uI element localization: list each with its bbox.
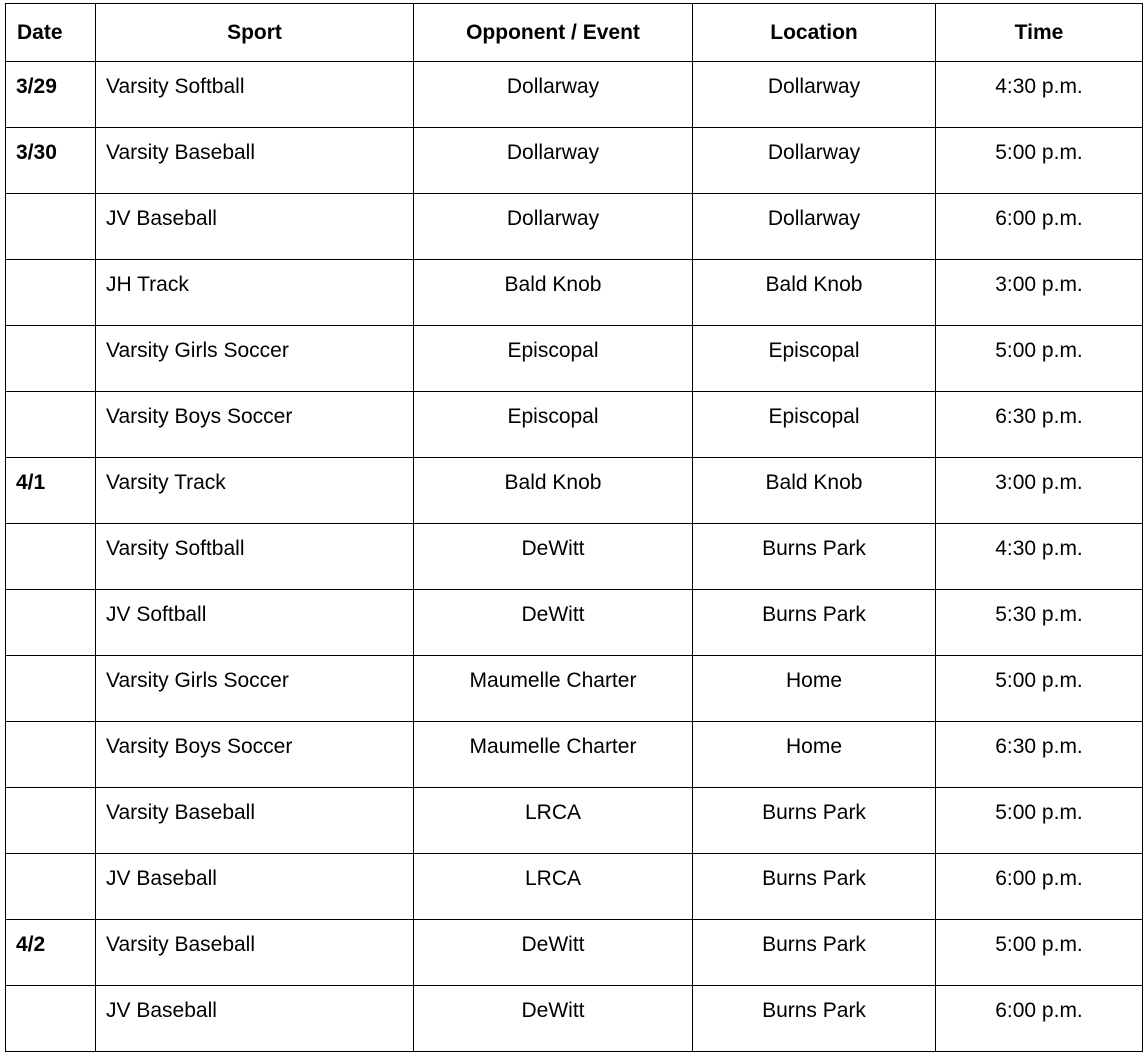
sport-cell: Varsity Boys Soccer [96,722,414,788]
opponent-cell: LRCA [414,854,693,920]
location-cell: Episcopal [693,392,936,458]
opponent-cell: Bald Knob [414,260,693,326]
sport-cell: Varsity Baseball [96,920,414,986]
header-date: Date [6,4,96,62]
table-row [6,194,1143,260]
header-row [6,4,1143,62]
sport-cell: Varsity Boys Soccer [96,392,414,458]
sport-cell: JV Baseball [96,854,414,920]
date-cell [6,788,96,854]
opponent-cell: DeWitt [414,590,693,656]
location-cell: Home [693,722,936,788]
table-row [6,854,1143,920]
time-cell: 4:30 p.m. [936,62,1143,128]
time-cell: 6:00 p.m. [936,194,1143,260]
date-cell [6,524,96,590]
opponent-cell: DeWitt [414,524,693,590]
table-row [6,62,1143,128]
header-opponent: Opponent / Event [414,4,693,62]
opponent-cell: DeWitt [414,986,693,1052]
sport-cell: Varsity Girls Soccer [96,326,414,392]
date-cell: 3/29 [6,62,96,128]
opponent-cell: Episcopal [414,392,693,458]
sport-cell: Varsity Baseball [96,788,414,854]
time-cell: 4:30 p.m. [936,524,1143,590]
date-cell [6,194,96,260]
table-row [6,986,1143,1052]
sport-cell: JV Softball [96,590,414,656]
date-cell [6,854,96,920]
sport-cell: Varsity Softball [96,524,414,590]
table-row [6,326,1143,392]
table-row [6,458,1143,524]
sport-cell: Varsity Baseball [96,128,414,194]
date-cell [6,590,96,656]
table-row [6,920,1143,986]
time-cell: 5:00 p.m. [936,788,1143,854]
table-row [6,260,1143,326]
table-row [6,590,1143,656]
table-row [6,788,1143,854]
opponent-cell: Maumelle Charter [414,656,693,722]
location-cell: Dollarway [693,62,936,128]
time-cell: 5:00 p.m. [936,326,1143,392]
time-cell: 6:00 p.m. [936,986,1143,1052]
sport-cell: JH Track [96,260,414,326]
date-cell [6,392,96,458]
opponent-cell: Maumelle Charter [414,722,693,788]
time-cell: 5:00 p.m. [936,920,1143,986]
location-cell: Burns Park [693,524,936,590]
opponent-cell: Dollarway [414,62,693,128]
opponent-cell: Dollarway [414,194,693,260]
location-cell: Burns Park [693,590,936,656]
opponent-cell: Episcopal [414,326,693,392]
table-body [6,62,1143,1052]
sport-cell: Varsity Track [96,458,414,524]
opponent-cell: Bald Knob [414,458,693,524]
location-cell: Bald Knob [693,458,936,524]
location-cell: Burns Park [693,788,936,854]
location-cell: Burns Park [693,920,936,986]
time-cell: 5:30 p.m. [936,590,1143,656]
opponent-cell: LRCA [414,788,693,854]
location-cell: Episcopal [693,326,936,392]
location-cell: Bald Knob [693,260,936,326]
sport-cell: Varsity Girls Soccer [96,656,414,722]
opponent-cell: Dollarway [414,128,693,194]
opponent-cell: DeWitt [414,920,693,986]
location-cell: Dollarway [693,128,936,194]
sport-cell: JV Baseball [96,986,414,1052]
time-cell: 5:00 p.m. [936,656,1143,722]
table-row [6,722,1143,788]
table-row [6,524,1143,590]
time-cell: 6:00 p.m. [936,854,1143,920]
time-cell: 6:30 p.m. [936,722,1143,788]
date-cell [6,656,96,722]
date-cell: 4/1 [6,458,96,524]
date-cell [6,986,96,1052]
table-row [6,128,1143,194]
location-cell: Dollarway [693,194,936,260]
location-cell: Burns Park [693,986,936,1052]
sport-cell: JV Baseball [96,194,414,260]
date-cell: 3/30 [6,128,96,194]
time-cell: 3:00 p.m. [936,260,1143,326]
date-cell [6,260,96,326]
time-cell: 3:00 p.m. [936,458,1143,524]
time-cell: 6:30 p.m. [936,392,1143,458]
date-cell: 4/2 [6,920,96,986]
location-cell: Home [693,656,936,722]
sport-cell: Varsity Softball [96,62,414,128]
location-cell: Burns Park [693,854,936,920]
time-cell: 5:00 p.m. [936,128,1143,194]
header-sport: Sport [96,4,414,62]
schedule-table [5,3,1143,1052]
header-time: Time [936,4,1143,62]
date-cell [6,326,96,392]
table-header [6,4,1143,62]
table-row [6,392,1143,458]
date-cell [6,722,96,788]
header-location: Location [693,4,936,62]
table-row [6,656,1143,722]
